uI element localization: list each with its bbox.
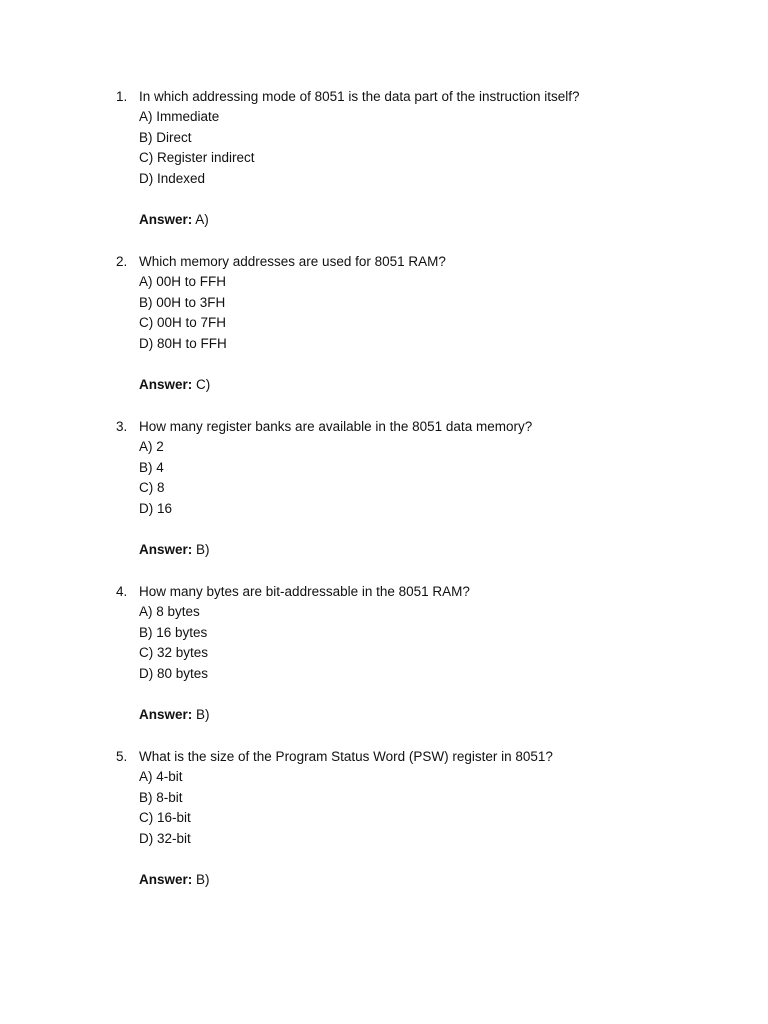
question-text: In which addressing mode of 8051 is the data part of the instruction itself?	[139, 89, 580, 104]
option-b: B) 00H to 3FH	[139, 294, 226, 310]
option-list	[116, 107, 736, 189]
option-list	[116, 767, 736, 849]
answer-value: B)	[196, 872, 210, 888]
option-a: A) Immediate	[139, 109, 220, 124]
answer-line	[116, 209, 736, 230]
answer-line	[116, 704, 736, 725]
answer-line	[116, 869, 736, 890]
option-d: D) 80 bytes	[139, 665, 209, 681]
question-line	[116, 746, 736, 767]
answer-label: Answer:	[139, 707, 193, 723]
option-a: A) 2	[139, 439, 164, 454]
answer-value: A)	[195, 212, 209, 228]
question-number: 4.	[116, 584, 128, 599]
answer-line	[116, 539, 736, 560]
question-text: Which memory addresses are used for 8051 RAM?	[139, 254, 446, 269]
question-3	[116, 416, 736, 560]
option-a: A) 00H to FFH	[139, 274, 227, 289]
option-list	[116, 272, 736, 354]
question-line	[116, 86, 736, 107]
question-text: How many register banks are available in the 8051 data memory?	[139, 419, 533, 434]
question-4	[116, 581, 736, 725]
answer-label: Answer:	[139, 212, 193, 228]
question-text: What is the size of the Program Status Word (PSW) register in 8051?	[139, 749, 553, 764]
question-text: How many bytes are bit-addressable in the 8051 RAM?	[139, 584, 470, 599]
answer-label: Answer:	[139, 542, 193, 558]
option-list	[116, 437, 736, 519]
answer-value: B)	[196, 542, 210, 558]
question-line	[116, 416, 736, 437]
option-a: A) 8 bytes	[139, 604, 200, 619]
question-number: 1.	[116, 89, 128, 104]
option-b: B) 8-bit	[139, 789, 183, 805]
answer-label: Answer:	[139, 377, 193, 393]
option-c: C) 8	[139, 480, 165, 496]
option-d: D) Indexed	[139, 170, 206, 186]
option-c: C) Register indirect	[139, 150, 255, 166]
answer-line	[116, 374, 736, 395]
answer-value: B)	[196, 707, 210, 723]
question-number: 5.	[116, 749, 128, 764]
option-c: C) 16-bit	[139, 810, 191, 826]
option-d: D) 16	[139, 500, 173, 516]
option-c: C) 00H to 7FH	[139, 315, 227, 331]
question-1	[116, 86, 736, 230]
option-list	[116, 602, 736, 684]
question-number: 3.	[116, 419, 128, 434]
option-b: B) 4	[139, 459, 164, 475]
option-b: B) 16 bytes	[139, 624, 208, 640]
question-5	[116, 746, 736, 890]
option-c: C) 32 bytes	[139, 645, 209, 661]
option-d: D) 80H to FFH	[139, 335, 227, 351]
question-line	[116, 251, 736, 272]
option-d: D) 32-bit	[139, 830, 191, 846]
option-b: B) Direct	[139, 129, 192, 145]
question-line	[116, 581, 736, 602]
answer-label: Answer:	[139, 872, 193, 888]
question-number: 2.	[116, 254, 128, 269]
answer-value: C)	[196, 377, 211, 393]
question-2	[116, 251, 736, 395]
option-a: A) 4-bit	[139, 769, 183, 784]
